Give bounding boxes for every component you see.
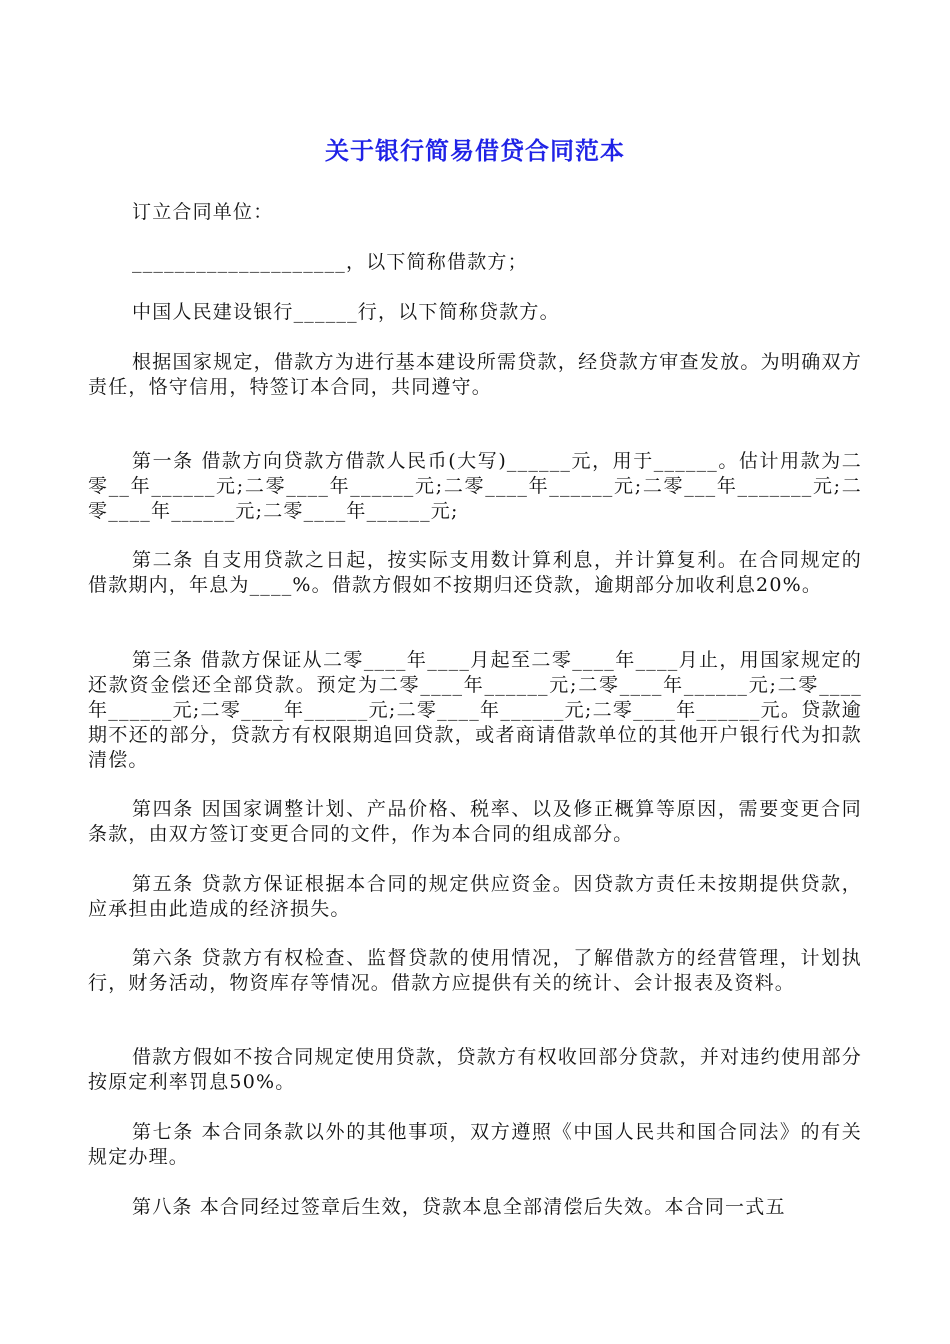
document-title: 关于银行简易借贷合同范本 [325, 137, 625, 165]
paragraph-article-8: 第八条 本合同经过签章后生效，贷款本息全部清偿后失效。本合同一式五 [132, 1196, 786, 1218]
paragraph-lender: 中国人民建设银行______行，以下简称贷款方。 [132, 301, 560, 323]
paragraph-article-4: 第四条 因国家调整计划、产品价格、税率、以及修正概算等原因，需要变更合同条款，由双方签订变更合同的文件，作为本合同的组成部分。 [88, 798, 862, 845]
paragraph-article-2: 第二条 自支用贷款之日起，按实际支用数计算利息，并计算复利。在合同规定的借款期内，年息为____%。借款方假如不按期归还贷款，逾期部分加收利息20%。 [88, 549, 862, 596]
paragraph-article-6: 第六条 贷款方有权检查、监督贷款的使用情况，了解借款方的经营管理，计划执行，财务活动，物资库存等情况。借款方应提供有关的统计、会计报表及资料。 [88, 947, 862, 994]
paragraph-borrower: ____________________，以下简称借款方； [132, 251, 528, 273]
paragraph-article-1: 第一条 借款方向贷款方借款人民币(大写)______元，用于______。估计用款为二零__年______元;二零____年______元;二零____年______元;二零___年_______元;二零____年______元;二零____年______元; [88, 450, 862, 522]
paragraph-preamble: 根据国家规定，借款方为进行基本建设所需贷款，经贷款方审查发放。为明确双方责任，恪守信用，特签订本合同，共同遵守。 [88, 351, 862, 398]
paragraph-article-3: 第三条 借款方保证从二零____年____月起至二零____年____月止，用国家规定的还款资金偿还全部贷款。预定为二零____年______元;二零____年______元;二零____年______元;二零____年______元;二零____年______元;二零____年______元。贷款逾期不还的部分，贷款方有权限期追回贷款，或者商请借款单位的其他开户银行代为扣款清偿。 [88, 649, 862, 771]
paragraph-penalty: 借款方假如不按合同规定使用贷款，贷款方有权收回部分贷款，并对违约使用部分按原定利率罚息50%。 [88, 1046, 862, 1093]
paragraph-article-5: 第五条 贷款方保证根据本合同的规定供应资金。因贷款方责任未按期提供贷款，应承担由此造成的经济损失。 [88, 873, 862, 920]
paragraph-article-7: 第七条 本合同条款以外的其他事项，双方遵照《中国人民共和国合同法》的有关规定办理。 [88, 1121, 862, 1168]
paragraph-contract-parties: 订立合同单位： [132, 201, 274, 223]
